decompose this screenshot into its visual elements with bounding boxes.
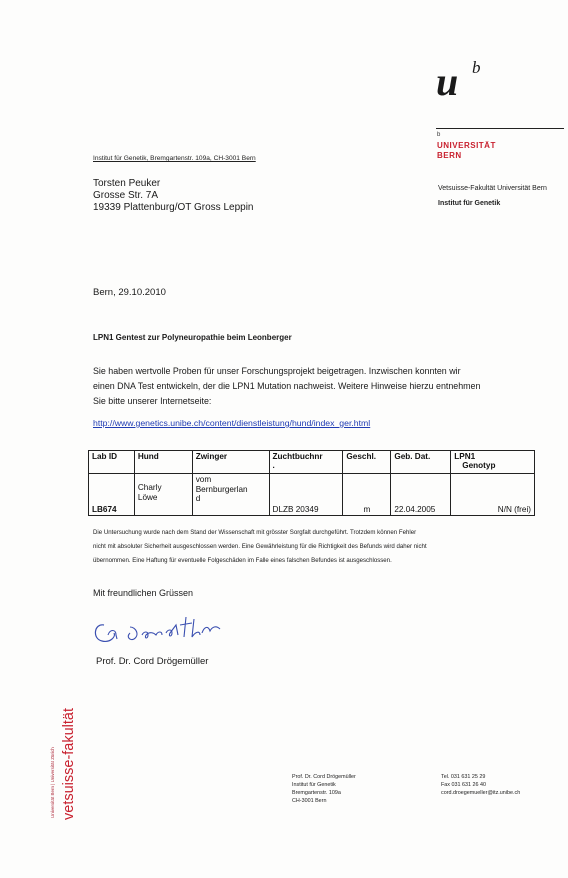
body-line: Sie bitte unserer Internetseite:	[93, 396, 212, 406]
disclaimer	[93, 526, 543, 568]
university-name-line1: UNIVERSITÄT	[437, 141, 496, 150]
header-genotype	[451, 451, 535, 474]
vetsuisse-vertical-large-text: vetsuisse-fakultät	[61, 707, 77, 820]
disclaimer-line: nicht mit absoluter Sicherheit ausgeschlossen werden. Eine Gewährleistung für die Richtigkeit des Befunds wird daher nicht	[93, 543, 427, 550]
footer-email: cord.droegemueller@itz.unibe.ch	[441, 790, 521, 796]
cell-birth-date: 22.04.2005	[391, 474, 451, 516]
institute-name: Institut für Genetik	[438, 200, 501, 207]
body-line: Sie haben wertvolle Proben für unser Forschungsprojekt beigetragen. Inzwischen konnten wir	[93, 366, 461, 376]
cell-kennel-line2: Bernburgerlan	[195, 484, 248, 494]
footer-address-line: CH-3001 Bern	[292, 798, 327, 804]
closing-greeting: Mit freundlichen Grüssen	[93, 588, 194, 598]
header-dog: Hund	[134, 451, 192, 474]
website-link[interactable]: http://www.genetics.unibe.ch/content/dienstleistung/hund/index_ger.html	[93, 418, 371, 428]
header-genotype-line2: Genotyp	[462, 461, 496, 470]
logo-rule	[436, 128, 564, 129]
header-sex: Geschl.	[343, 451, 391, 474]
cell-dog-line2: Löwe	[137, 492, 158, 502]
header-stud-book	[269, 451, 343, 474]
university-logo-superscript: b	[472, 58, 481, 77]
vetsuisse-vertical-small-text: Universität Bern | Universität Zürich	[50, 747, 55, 818]
cell-genotype: N/N (frei)	[451, 474, 535, 516]
cell-stud-book: DLZB 20349	[269, 474, 343, 516]
logo-small-b: b	[437, 132, 441, 138]
cell-kennel-line1: vom	[195, 475, 212, 484]
footer-address-line: Institut für Genetik	[292, 782, 336, 788]
table-row	[89, 474, 535, 516]
faculty-name: Vetsuisse-Fakultät Universität Bern	[438, 185, 547, 192]
header-stud-book-line1: Zuchtbuchnr	[272, 452, 323, 461]
letter-body	[93, 364, 533, 409]
footer-address-line: Prof. Dr. Cord Drögemüller	[292, 774, 356, 780]
recipient-name: Torsten Peuker	[93, 178, 161, 189]
letter-subject: LPN1 Gentest zur Polyneuropathie beim Leonberger	[93, 333, 292, 342]
cell-sex: m	[343, 474, 391, 516]
header-kennel: Zwinger	[192, 451, 269, 474]
cell-dog-line1: Charly	[137, 483, 162, 492]
letter-date: Bern, 29.10.2010	[93, 287, 166, 298]
body-line: einen DNA Test entwickeln, der die LPN1 Mutation nachweist. Weitere Hinweise hierzu entnehmen	[93, 381, 481, 391]
footer-fax: Fax 031 631 26 40	[441, 782, 486, 788]
handwritten-signature	[90, 605, 240, 649]
header-stud-book-line2: .	[272, 461, 275, 470]
signer-name: Prof. Dr. Cord Drögemüller	[96, 656, 209, 667]
university-name	[437, 141, 496, 161]
university-name-line2: BERN	[437, 151, 462, 160]
header-birth-date: Geb. Dat.	[391, 451, 451, 474]
disclaimer-line: Die Untersuchung wurde nach dem Stand der Wissenschaft mit grösster Sorgfalt durchgeführt. Trotzdem können Fehler	[93, 529, 417, 536]
recipient-city: 19339 Plattenburg/OT Gross Leppin	[93, 202, 254, 213]
recipient-address	[93, 178, 253, 214]
cell-lab-id: LB674	[89, 474, 135, 516]
cell-dog	[134, 474, 192, 516]
university-logo-mark: u	[436, 59, 458, 104]
cell-kennel	[192, 474, 269, 516]
header-lab-id: Lab ID	[89, 451, 135, 474]
sender-address-line: Institut für Genetik, Bremgartenstr. 109a, CH-3001 Bern	[93, 155, 256, 162]
footer-address	[292, 773, 356, 805]
results-table	[88, 450, 535, 516]
cell-kennel-line3: d	[195, 494, 201, 503]
header-genotype-line1: LPN1	[454, 452, 476, 461]
recipient-street: Grosse Str. 7A	[93, 190, 159, 201]
vetsuisse-vertical-logo	[46, 680, 86, 820]
disclaimer-line: übernommen. Eine Haftung für eventuelle Folgeschäden im Falle eines falschen Befundes ist ausgeschlossen.	[93, 557, 392, 564]
table-header-row	[89, 451, 535, 474]
footer-contact	[441, 773, 520, 797]
footer-address-line: Bremgartenstr. 109a	[292, 790, 341, 796]
footer-phone: Tel. 031 631 25 29	[441, 774, 486, 780]
